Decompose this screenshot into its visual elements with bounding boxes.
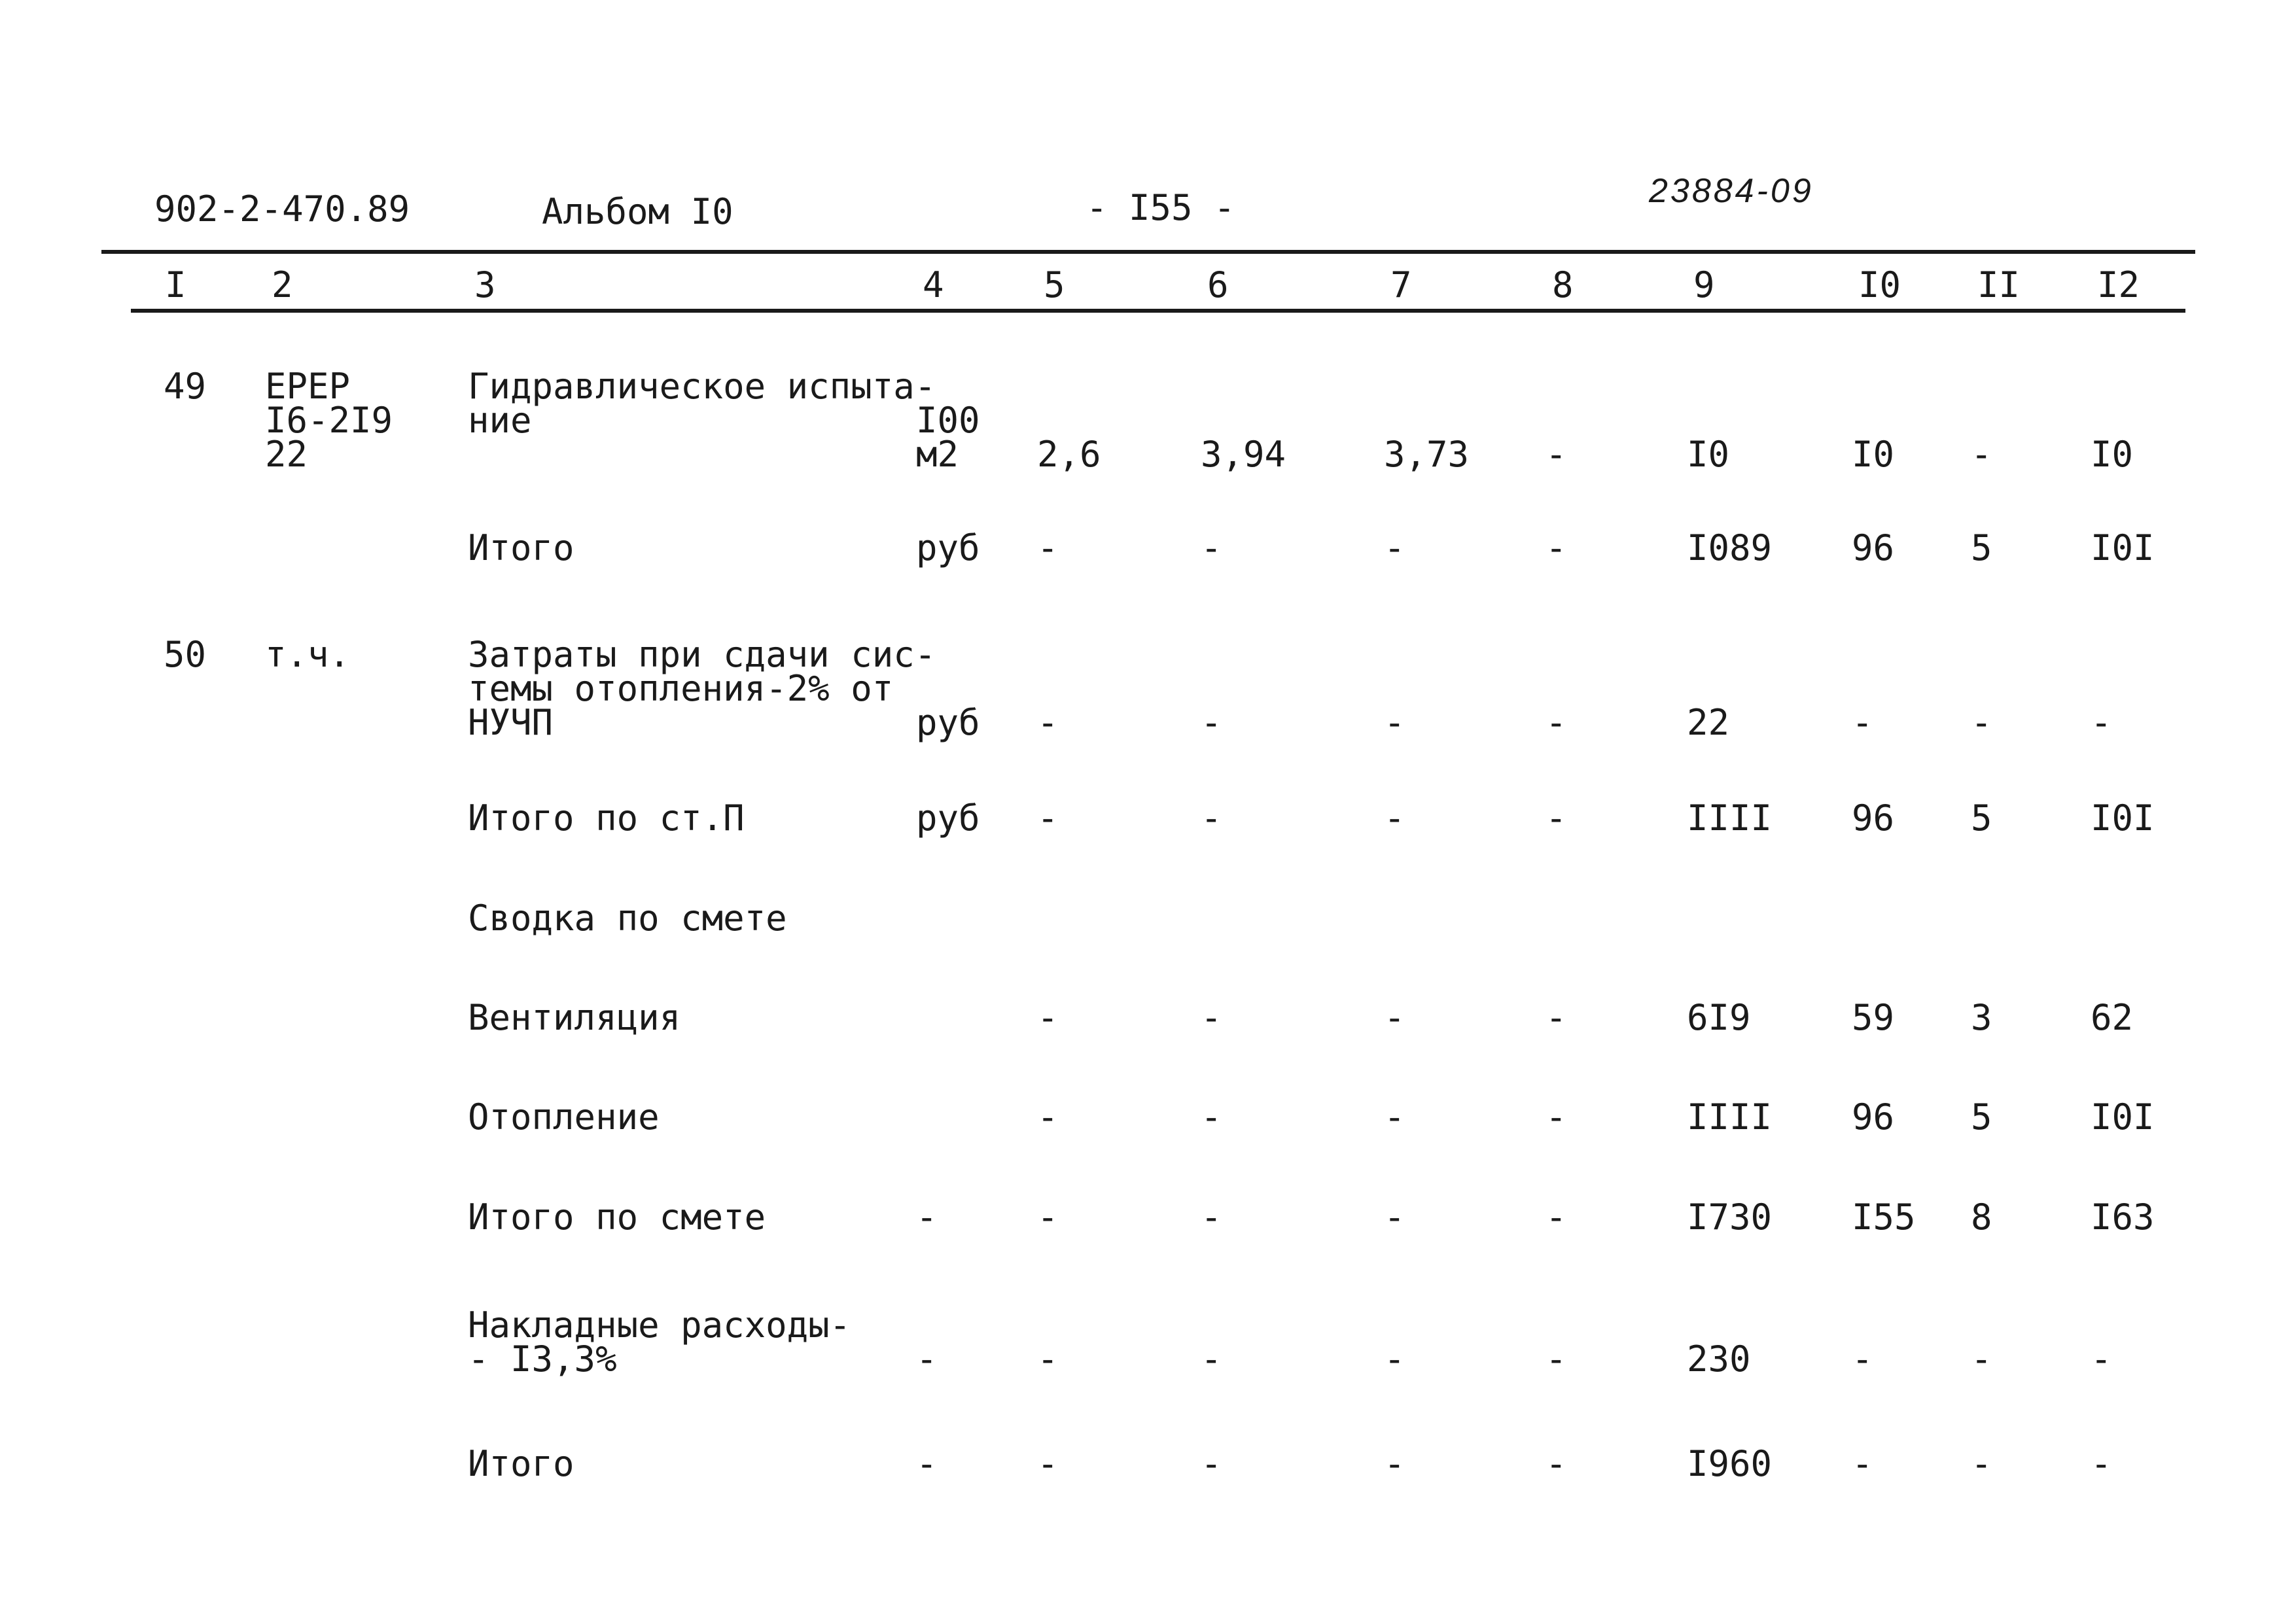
cell-col-9: IIII xyxy=(1687,797,1773,839)
column-header-rule xyxy=(131,309,2185,313)
cell-col-12: I0I xyxy=(2091,527,2155,568)
cell-col-11: - xyxy=(1971,434,1992,475)
cell-col-6: - xyxy=(1201,1096,1222,1138)
cell-col-5: - xyxy=(1037,1196,1059,1238)
cell-col-9: I960 xyxy=(1687,1443,1773,1484)
cell-col-7: - xyxy=(1384,997,1405,1038)
cell-col-12: I0I xyxy=(2091,797,2155,839)
cell-col-6: - xyxy=(1201,527,1222,568)
cell-col-10: 59 xyxy=(1852,997,1895,1038)
column-header-10: I0 xyxy=(1858,264,1901,305)
cell-col-11: 5 xyxy=(1971,797,1992,839)
cell-col-9: I0 xyxy=(1687,434,1730,475)
row-unit: руб xyxy=(916,527,980,568)
cell-col-11: - xyxy=(1971,1338,1992,1380)
row-unit: I00 xyxy=(916,400,980,441)
cell-col-11: 5 xyxy=(1971,1096,1992,1138)
cell-col-11: - xyxy=(1971,702,1992,743)
cell-col-8: - xyxy=(1545,434,1567,475)
cell-col-7: - xyxy=(1384,702,1405,743)
row-code: I6-2I9 xyxy=(265,400,393,441)
cell-col-6: - xyxy=(1201,997,1222,1038)
cell-col-10: I55 xyxy=(1852,1196,1916,1238)
row-unit: руб xyxy=(916,797,980,839)
cell-col-9: 6I9 xyxy=(1687,997,1751,1038)
cell-col-10: I0 xyxy=(1852,434,1895,475)
row-description: НУЧП xyxy=(468,702,554,743)
row-unit: м2 xyxy=(916,434,959,475)
doc-number: 902-2-470.89 xyxy=(154,188,410,230)
row-description: Отопление xyxy=(468,1096,660,1138)
column-header-9: 9 xyxy=(1693,264,1715,305)
cell-col-10: - xyxy=(1852,702,1873,743)
cell-col-8: - xyxy=(1545,1338,1567,1380)
inventory-number: 23884-09 xyxy=(1649,172,1814,210)
cell-col-7: 3,73 xyxy=(1384,434,1470,475)
row-description: темы отопления-2% от xyxy=(468,668,894,709)
row-description: Гидравлическое испыта- xyxy=(468,366,936,407)
cell-col-6: - xyxy=(1201,1443,1222,1484)
cell-col-11: 3 xyxy=(1971,997,1992,1038)
cell-col-6: - xyxy=(1201,1338,1222,1380)
cell-col-5: 2,6 xyxy=(1037,434,1101,475)
cell-col-5: - xyxy=(1037,1443,1059,1484)
cell-col-9: 230 xyxy=(1687,1338,1751,1380)
cell-col-8: - xyxy=(1545,997,1567,1038)
row-unit: - xyxy=(916,1338,938,1380)
cell-col-7: - xyxy=(1384,527,1405,568)
cell-col-9: IIII xyxy=(1687,1096,1773,1138)
row-description: ние xyxy=(468,400,532,441)
page-number: - I55 - xyxy=(1086,187,1235,228)
cell-col-7: - xyxy=(1384,1096,1405,1138)
cell-col-8: - xyxy=(1545,1096,1567,1138)
cell-col-6: - xyxy=(1201,1196,1222,1238)
cell-col-10: - xyxy=(1852,1443,1873,1484)
row-description: Итого по смете xyxy=(468,1196,766,1238)
row-number: 49 xyxy=(164,366,207,407)
column-header-8: 8 xyxy=(1552,264,1574,305)
cell-col-5: - xyxy=(1037,797,1059,839)
column-header-12: I2 xyxy=(2097,264,2140,305)
row-code: т.ч. xyxy=(265,634,351,675)
row-code: 22 xyxy=(265,434,308,475)
cell-col-7: - xyxy=(1384,1338,1405,1380)
cell-col-7: - xyxy=(1384,797,1405,839)
row-description: Итого по ст.П xyxy=(468,797,745,839)
cell-col-11: 5 xyxy=(1971,527,1992,568)
row-description: Накладные расходы- xyxy=(468,1304,851,1346)
cell-col-7: - xyxy=(1384,1443,1405,1484)
cell-col-5: - xyxy=(1037,1096,1059,1138)
cell-col-10: - xyxy=(1852,1338,1873,1380)
row-description: Сводка по смете xyxy=(468,898,787,939)
cell-col-5: - xyxy=(1037,702,1059,743)
column-header-5: 5 xyxy=(1044,264,1065,305)
album-label: Альбом I0 xyxy=(542,191,733,232)
column-header-4: 4 xyxy=(923,264,944,305)
cell-col-9: I089 xyxy=(1687,527,1773,568)
row-description: Затраты при сдачи сис- xyxy=(468,634,936,675)
cell-col-12: I63 xyxy=(2091,1196,2155,1238)
cell-col-5: - xyxy=(1037,997,1059,1038)
cell-col-11: 8 xyxy=(1971,1196,1992,1238)
cell-col-8: - xyxy=(1545,797,1567,839)
cell-col-8: - xyxy=(1545,702,1567,743)
cell-col-6: 3,94 xyxy=(1201,434,1286,475)
cell-col-12: 62 xyxy=(2091,997,2134,1038)
cell-col-6: - xyxy=(1201,797,1222,839)
column-header-7: 7 xyxy=(1390,264,1412,305)
column-header-11: II xyxy=(1977,264,2021,305)
cell-col-12: - xyxy=(2091,1443,2112,1484)
cell-col-9: I730 xyxy=(1687,1196,1773,1238)
cell-col-6: - xyxy=(1201,702,1222,743)
row-description: Вентиляция xyxy=(468,997,681,1038)
cell-col-8: - xyxy=(1545,527,1567,568)
cell-col-10: 96 xyxy=(1852,797,1895,839)
cell-col-5: - xyxy=(1037,1338,1059,1380)
row-code: ЕРЕР xyxy=(265,366,351,407)
row-unit: - xyxy=(916,1443,938,1484)
cell-col-10: 96 xyxy=(1852,1096,1895,1138)
column-header-2: 2 xyxy=(272,264,293,305)
row-unit: руб xyxy=(916,702,980,743)
cell-col-8: - xyxy=(1545,1443,1567,1484)
column-header-1: I xyxy=(165,264,186,305)
cell-col-12: - xyxy=(2091,1338,2112,1380)
row-description: Итого xyxy=(468,527,574,568)
cell-col-12: I0I xyxy=(2091,1096,2155,1138)
cell-col-12: - xyxy=(2091,702,2112,743)
row-number: 50 xyxy=(164,634,207,675)
cell-col-5: - xyxy=(1037,527,1059,568)
column-header-6: 6 xyxy=(1207,264,1229,305)
cell-col-10: 96 xyxy=(1852,527,1895,568)
row-description: - I3,3% xyxy=(468,1338,617,1380)
cell-col-11: - xyxy=(1971,1443,1992,1484)
cell-col-12: I0 xyxy=(2091,434,2134,475)
cell-col-7: - xyxy=(1384,1196,1405,1238)
row-description: Итого xyxy=(468,1443,574,1484)
row-unit: - xyxy=(916,1196,938,1238)
top-rule xyxy=(101,250,2195,254)
column-header-3: 3 xyxy=(474,264,496,305)
cell-col-8: - xyxy=(1545,1196,1567,1238)
cell-col-9: 22 xyxy=(1687,702,1730,743)
